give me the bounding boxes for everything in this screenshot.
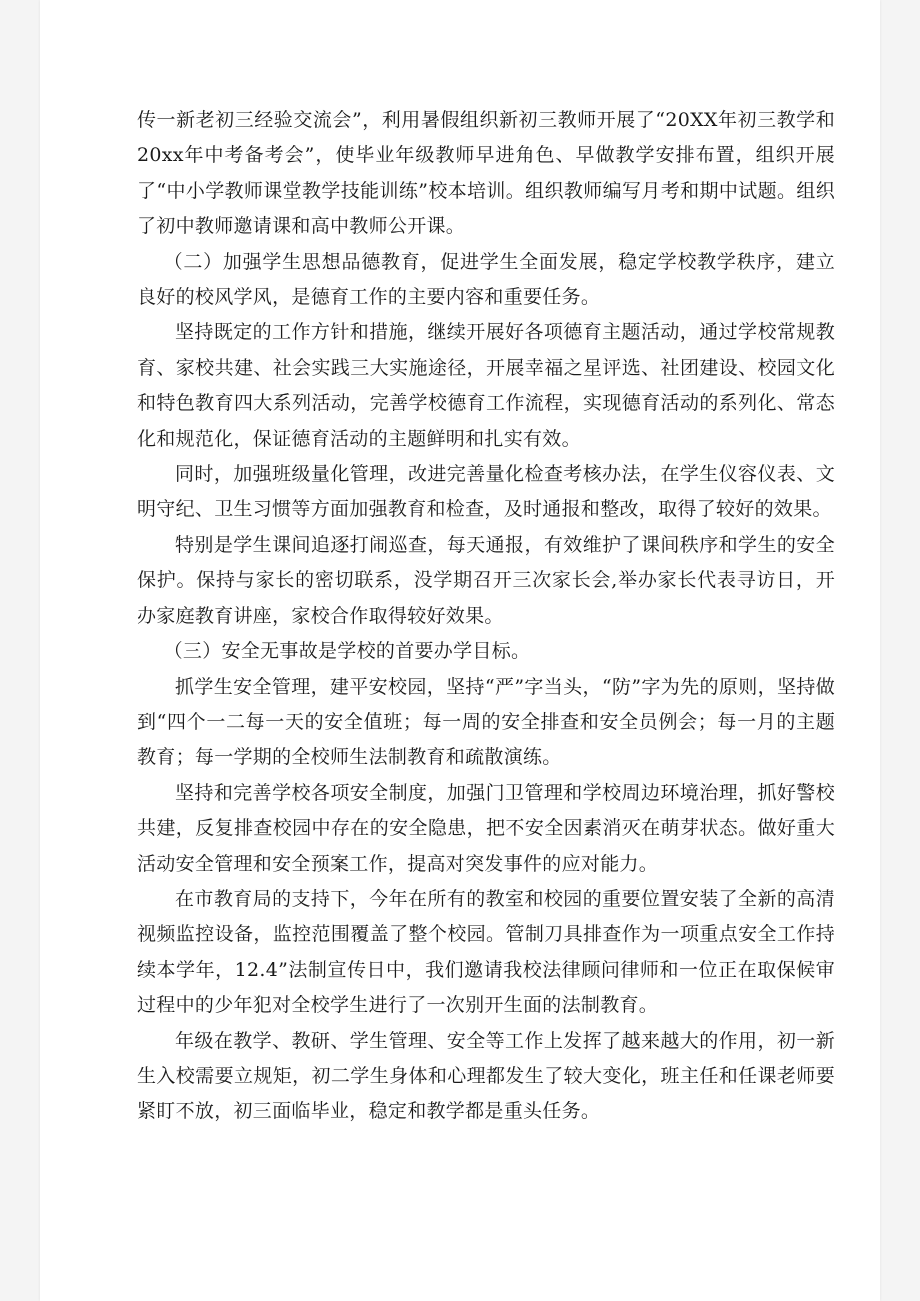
document-body (137, 103, 835, 1130)
paragraph-continuation: 传一新老初三经验交流会”，利用暑假组织新初三教师开展了“20XX年初三教学和20xx年中考备考会”，使毕业年级教师早进角色、早做教学安排布置，组织开展了“中小学教师课堂教学技能训练”校本培训。组织教师编写月考和期中试题。组织了初中教师邀请课和高中教师公开课。 (137, 109, 835, 238)
document-page (40, 0, 880, 1301)
section-heading-3: （三）安全无事故是学校的首要办学目标。 (163, 640, 531, 663)
paragraph-moral-education: 坚持既定的工作方针和措施，继续开展好各项德育主题活动，通过学校常规教育、家校共建、社会实践三大实施途径，开展幸福之星评选、社团建设、校园文化和特色教育四大系列活动，完善学校德育工作流程，实现德育活动的系列化、常态化和规范化，保证德育活动的主题鲜明和扎实有效。 (137, 321, 835, 450)
paragraph-grade-work: 年级在教学、教研、学生管理、安全等工作上发挥了越来越大的作用，初一新生入校需要立规矩，初二学生身体和心理都发生了较大变化，班主任和任课老师要紧盯不放，初三面临毕业，稳定和教学都是重头任务。 (137, 1029, 835, 1123)
paragraph-safety-system: 坚持和完善学校各项安全制度，加强门卫管理和学校周边环境治理，抓好警校共建，反复排查校园中存在的安全隐患，把不安全因素消灭在萌芽状态。做好重大活动安全管理和安全预案工作，提高对突发事件的应对能力。 (137, 781, 835, 875)
section-heading-2: （二）加强学生思想品德教育，促进学生全面发展，稳定学校教学秩序，建立良好的校风学风，是德育工作的主要内容和重要任务。 (137, 250, 835, 309)
paragraph-safety-management: 抓学生安全管理，建平安校园，坚持“严”字当头，“防”字为先的原则，坚持做到“四个一二每一天的安全值班；每一周的安全排查和安全员例会；每一月的主题教育；每一学期的全校师生法制教育和疏散演练。 (137, 675, 835, 769)
paragraph-recess-patrol: 特别是学生课间追逐打闹巡查，每天通报，有效维护了课间秩序和学生的安全保护。保持与家长的密切联系，没学期召开三次家长会,举办家长代表寻访日，开办家庭教育讲座，家校合作取得较好效果。 (137, 533, 835, 627)
paragraph-video-monitoring: 在市教育局的支持下，今年在所有的教室和校园的重要位置安装了全新的高清视频监控设备，监控范围覆盖了整个校园。管制刀具排查作为一项重点安全工作持续本学年，12.4”法制宣传日中，我们邀请我校法律顾问律师和一位正在取保候审过程中的少年犯对全校学生进行了一次别开生面的法制教育。 (137, 887, 835, 1017)
paragraph-class-management: 同时，加强班级量化管理，改进完善量化检查考核办法，在学生仪容仪表、文明守纪、卫生习惯等方面加强教育和检查，及时通报和整改，取得了较好的效果。 (137, 463, 835, 521)
